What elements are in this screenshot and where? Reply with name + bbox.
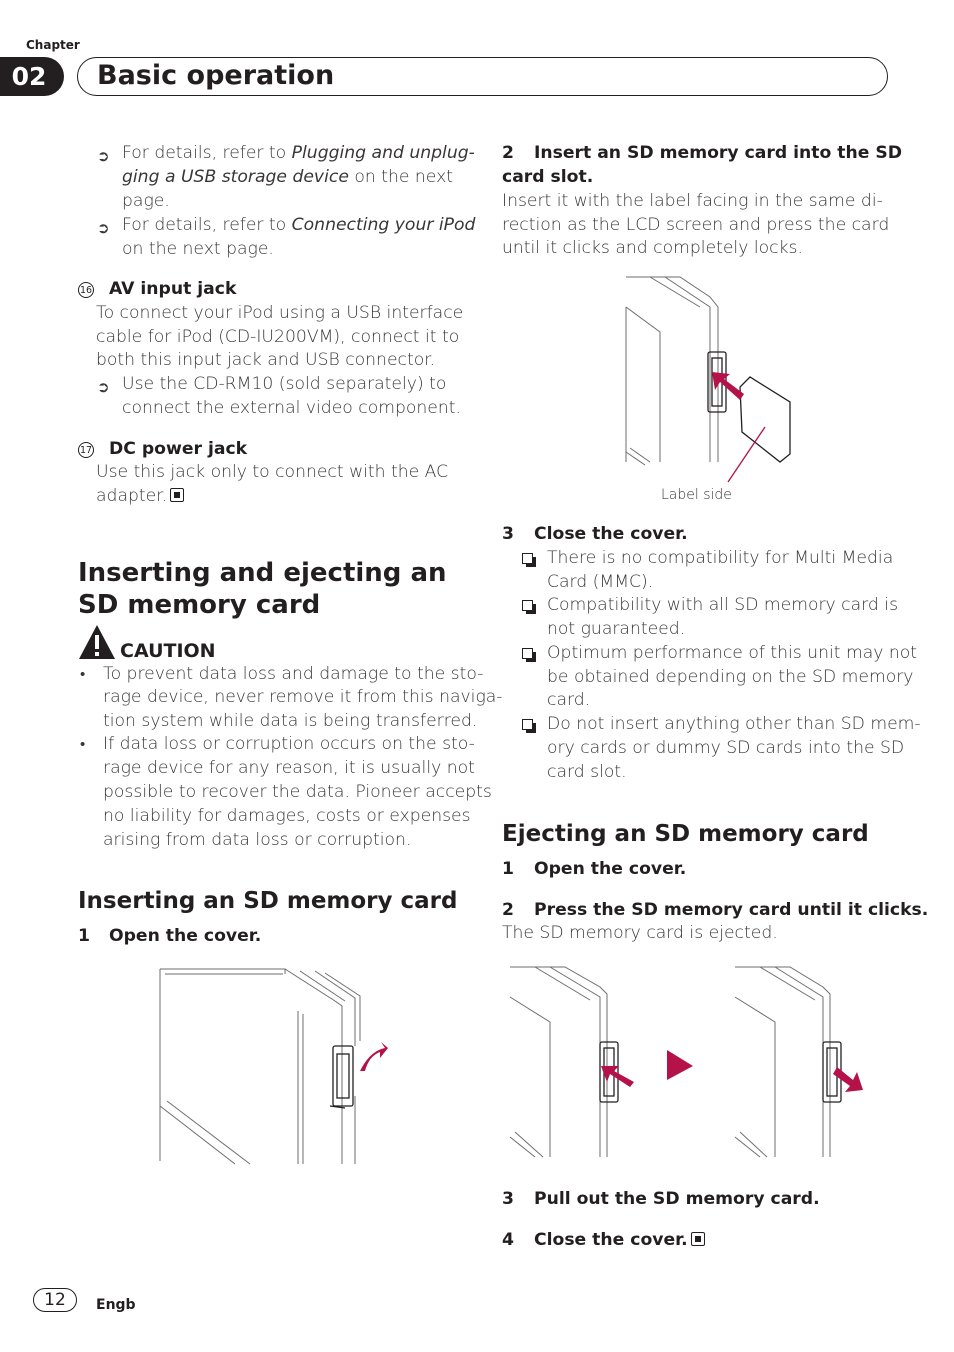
end-mark-icon xyxy=(691,1232,705,1246)
step3-number: 3 xyxy=(502,524,514,544)
checkbox-bullet-icon xyxy=(522,553,533,564)
note-line: ory cards or dummy SD cards into the SD xyxy=(547,738,905,758)
usb-note-line: For details, refer to Plugging and unplug- xyxy=(122,143,475,163)
label-side-caption: Label side xyxy=(661,487,732,503)
av-line: cable for iPod (CD-IU200VM), connect it to xyxy=(96,327,460,347)
eject-step-number: 2 xyxy=(502,900,514,920)
arrow-icon: ➲ xyxy=(97,219,110,237)
note-line: Do not insert anything other than SD mem- xyxy=(547,714,921,734)
caution-line: To prevent data loss and damage to the sto- xyxy=(103,664,484,684)
step2-body-line: until it clicks and completely locks. xyxy=(502,238,803,258)
eject-step-number: 3 xyxy=(502,1189,514,1209)
note-line: be obtained depending on the SD memory xyxy=(547,667,914,687)
caution-line: rage device for any reason, it is usually not xyxy=(103,758,475,778)
eject-step-number: 1 xyxy=(502,859,514,879)
note-line: not guaranteed. xyxy=(547,619,686,639)
step3-text: Close the cover. xyxy=(534,524,688,544)
step2-body-line: rection as the LCD screen and press the card xyxy=(502,215,890,235)
bullet-icon: • xyxy=(80,665,86,683)
chapter-label: Chapter xyxy=(26,38,80,52)
item-number-17: 17 xyxy=(78,442,94,458)
dc-line: adapter. xyxy=(96,485,184,509)
item-number-16: 16 xyxy=(78,282,94,298)
step2-line: card slot. xyxy=(502,167,594,187)
dc-power-heading: DC power jack xyxy=(109,439,248,459)
av-note-line: Use the CD-RM10 (sold separately) to xyxy=(122,374,447,394)
page-number: 12 xyxy=(33,1288,77,1312)
language-code: Engb xyxy=(96,1297,136,1313)
caution-line: no liability for damages, costs or expenses xyxy=(103,806,471,826)
note-line: card slot. xyxy=(547,762,627,782)
av-line: both this input jack and USB connector. xyxy=(96,350,436,370)
caution-line: rage device, never remove it from this naviga- xyxy=(103,687,503,707)
insert-step-text: Open the cover. xyxy=(109,926,262,946)
open-cover-illustration xyxy=(155,966,395,1166)
eject-title: Ejecting an SD memory card xyxy=(502,821,869,847)
warning-icon xyxy=(78,624,116,660)
insert-card-illustration xyxy=(620,272,800,484)
caution-line: arising from data loss or corruption. xyxy=(103,830,412,850)
checkbox-bullet-icon xyxy=(522,600,533,611)
caution-line: tion system while data is being transferred. xyxy=(103,711,478,731)
usb-note-line: For details, refer to Connecting your iPod xyxy=(122,215,476,235)
step2-number: 2 xyxy=(502,143,514,163)
note-line: Card (MMC). xyxy=(547,572,654,592)
caution-line: possible to recover the data. Pioneer accepts xyxy=(103,782,492,802)
dc-line: Use this jack only to connect with the AC xyxy=(96,462,449,482)
eject-step2-body: The SD memory card is ejected. xyxy=(502,923,778,943)
eject-step-text: Pull out the SD memory card. xyxy=(534,1189,820,1209)
usb-note-line: ging a USB storage device on the next xyxy=(122,167,453,187)
av-note-line: connect the external video component. xyxy=(122,398,461,418)
eject-step-text: Close the cover. xyxy=(534,1229,705,1253)
chapter-title: Basic operation xyxy=(97,60,335,91)
caution-label: CAUTION xyxy=(120,640,216,662)
section-title-line: SD memory card xyxy=(78,590,321,620)
step2-line: Insert an SD memory card into the SD xyxy=(534,143,903,163)
note-line: Optimum performance of this unit may not xyxy=(547,643,918,663)
arrow-icon: ➲ xyxy=(97,147,110,165)
eject-step-text: Open the cover. xyxy=(534,859,687,879)
note-line: There is no compatibility for Multi Media xyxy=(547,548,894,568)
note-line: card. xyxy=(547,690,591,710)
step2-body-line: Insert it with the label facing in the same di- xyxy=(502,191,883,211)
arrow-icon: ➲ xyxy=(97,378,110,396)
eject-step-text: Press the SD memory card until it clicks. xyxy=(534,900,929,920)
section-title-line: Inserting and ejecting an xyxy=(78,558,447,588)
checkbox-bullet-icon xyxy=(522,648,533,659)
bullet-icon: • xyxy=(80,735,86,753)
usb-note-line: on the next page. xyxy=(122,239,274,259)
usb-note-line: page. xyxy=(122,191,170,211)
insert-step-number: 1 xyxy=(78,926,90,946)
insert-title: Inserting an SD memory card xyxy=(78,888,458,914)
caution-line: If data loss or corruption occurs on the sto- xyxy=(103,734,475,754)
av-input-heading: AV input jack xyxy=(109,279,237,299)
eject-step-number: 4 xyxy=(502,1230,514,1250)
end-mark-icon xyxy=(170,488,184,502)
av-line: To connect your iPod using a USB interface xyxy=(96,303,464,323)
checkbox-bullet-icon xyxy=(522,719,533,730)
chapter-number: 02 xyxy=(0,57,64,96)
note-line: Compatibility with all SD memory card is xyxy=(547,595,899,615)
eject-card-illustration xyxy=(505,962,875,1162)
